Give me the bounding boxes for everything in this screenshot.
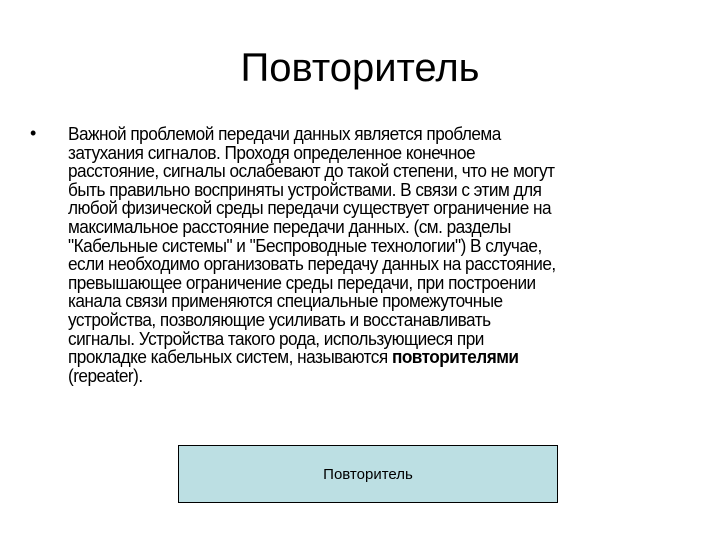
text-line <box>68 348 680 367</box>
slide-body-text <box>68 125 708 385</box>
repeater-box-label: Повторитель <box>323 465 413 483</box>
bullet-marker: • <box>30 123 37 143</box>
text-line: сигналы. Устройства такого рода, использующиеся при <box>68 328 484 349</box>
text-line: устройства, позволяющие усиливать и восстанавливать <box>68 309 491 330</box>
text-line: превышающее ограничение среды передачи, при построении <box>68 272 536 293</box>
text-line: Важной проблемой передачи данных является проблема <box>68 124 501 144</box>
text-line: канала связи применяются специальные промежуточные <box>68 291 503 312</box>
slide-title: Повторитель <box>240 46 480 90</box>
text-line: затухания сигналов. Проходя определенное конечное <box>68 142 476 163</box>
text-line: любой физической среды передачи существует ограничение на <box>68 198 552 219</box>
bold-term: повторителями <box>391 347 519 368</box>
repeater-diagram-box <box>178 445 558 503</box>
text-line: "Кабельные системы" и "Беспроводные технологии") В случае, <box>68 235 542 256</box>
text-segment: прокладке кабельных систем, называются <box>68 347 392 368</box>
text-line: (repeater). <box>68 365 143 386</box>
text-line: если необходимо организовать передачу данных на расстояние, <box>68 254 556 275</box>
text-line: максимальное расстояние передачи данных. (см. разделы <box>68 216 511 237</box>
text-line: быть правильно восприняты устройствами. В связи с этим для <box>68 179 542 200</box>
text-line: расстояние, сигналы ослабевают до такой степени, что не могут <box>68 161 555 182</box>
